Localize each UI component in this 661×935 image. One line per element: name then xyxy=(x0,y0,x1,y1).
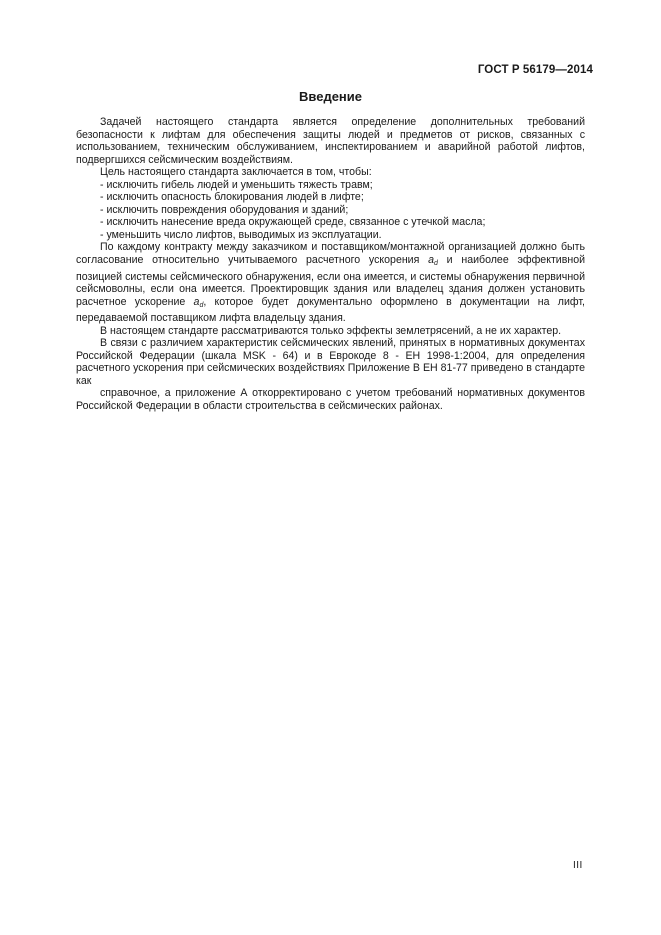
paragraph-scope: В настоящем стандарте рассматриваются только эффекты землетрясений, а не их характер. xyxy=(100,324,562,337)
paragraph-differences: В связи с различием характеристик сейсмических явлений, принятых в нормативных документах Российской Федерации (шкала MSK - 64) и в Еврокоде 8 - ЕН 1998-1:2004, для определения расчетного ускорения при сейсмических воздействиях Приложение В ЕН 81-77 приведено в стандарте как xyxy=(76,337,585,387)
page-number: III xyxy=(573,860,583,871)
goal-item: - исключить опасность блокирования людей в лифте; xyxy=(100,191,364,204)
standard-code-header: ГОСТ Р 56179—2014 xyxy=(477,64,593,76)
contract-text-b: и наиболее эффективной позицией системы сейсмического обнаружения, если она имеется, и системы обнаружения первичной сейсмоволны, если она имеется. Проектировщик здания или владелец здания должен установить расчетное ускорение xyxy=(76,254,586,308)
goal-item: - уменьшить число лифтов, выводимых из эксплуатации. xyxy=(100,228,382,241)
document-body xyxy=(76,116,585,413)
paragraph-contract xyxy=(76,241,585,324)
design-acceleration-symbol: $a_d$ xyxy=(193,295,204,309)
paragraph-purpose: Задачей настоящего стандарта является определение дополнительных требований безопасности к лифтам для обеспечения защиты людей и предметов от рисков, связанных с использованием, техническим обслуживанием, инспектированием и аварийной работой лифтов, подвергшихся сейсмическим воздействиям. xyxy=(76,116,585,166)
contract-text-a: По каждому контракту между заказчиком и поставщиком/монтажной организацией должно быть согласование относительно учитываемого расчетного ускорения xyxy=(76,241,585,267)
goal-item: - исключить нанесение вреда окружающей среде, связанное с утечкой масла; xyxy=(100,216,486,229)
paragraph-goal-intro: Цель настоящего стандарта заключается в том, чтобы: xyxy=(100,166,372,179)
paragraph-annex: справочное, а приложение А откорректировано с учетом требований нормативных документов Российской Федерации в области строительства в сейсмических районах. xyxy=(76,387,585,413)
section-title: Введение xyxy=(299,89,362,104)
contract-text-c: , которое будет документально оформлено в документации на лифт, передаваемой поставщиком лифта владельцу здания. xyxy=(76,295,585,325)
goal-item: - исключить повреждения оборудования и зданий; xyxy=(100,203,349,216)
design-acceleration-symbol: $a_d$ xyxy=(428,254,438,268)
goal-item: - исключить гибель людей и уменьшить тяжесть травм; xyxy=(100,178,373,191)
